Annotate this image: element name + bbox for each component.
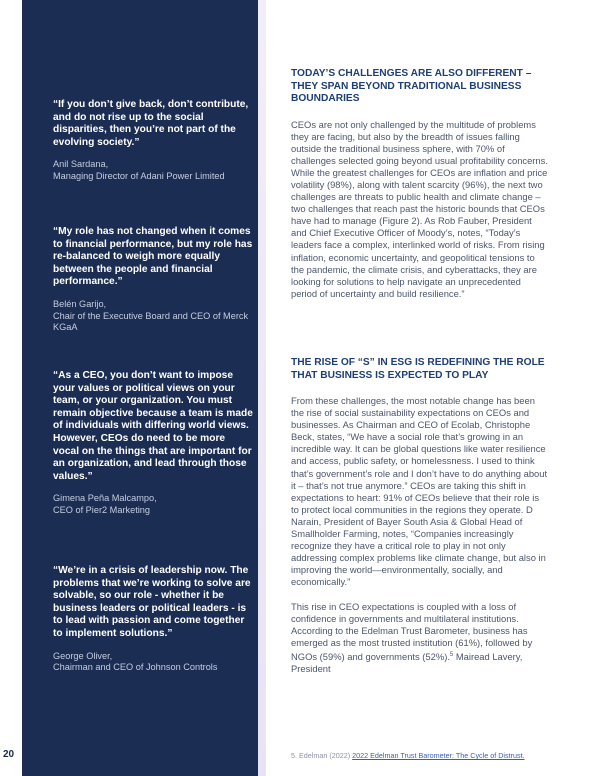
quote-author-title: Chairman and CEO of Johnson Controls (53, 662, 218, 673)
quote-author-title: Managing Director of Adani Power Limited (53, 170, 225, 181)
quote-belen-garijo (53, 226, 253, 334)
sidebar-edge-divider (258, 0, 266, 776)
section-heading: TODAY’S CHALLENGES ARE ALSO DIFFERENT – THEY SPAN BEYOND TRADITIONAL BUSINESS BOUNDARIES (291, 68, 532, 104)
quote-anil-sardana (53, 99, 253, 183)
quote-author-name: George Oliver, (53, 650, 113, 661)
body-paragraph: CEOs are not only challenged by the multitude of problems they are facing, but also by the breadth of issues falling outside the traditional business sphere, with 70% of challenges selected going beyond usual profitability concerns. While the greatest challenges for CEOs are inflation and price volatility (98%), along with talent scarcity (96%), the next two challenges are threats to public health and climate change – two challenges that reach past the historic bounds that CEOs have had to manage (Figure 2). As Rob Fauber, President and Chief Executive Officer of Moody’s, notes, “Today’s leaders face a complex, interlinked world of risks. From rising inflation, economic uncertainty, and geopolitical tensions to the pandemic, the climate crisis, and cyberattacks, they are looking for solutions to help navigate an unprecedented period of uncertainty and build resilience.” (291, 118, 548, 299)
section-rise-of-s-in-esg (291, 357, 549, 675)
quote-gimena-pena-malcampo (53, 370, 253, 517)
footnote-marker[interactable]: 5 (449, 651, 454, 658)
paragraph-text-continued: Mairead Lavery, President (291, 651, 523, 675)
page-gutter (0, 0, 22, 776)
footnote-link[interactable]: 2022 Edelman Trust Barometer: The Cycle of Distrust. (352, 751, 525, 760)
quote-text: “If you don’t give back, don’t contribute, and do not rise up to the social disparities, then you’re not part of the evolving society.” (53, 99, 249, 148)
quote-author-title: CEO of Pier2 Marketing (53, 504, 151, 515)
quote-author-name: Gimena Peña Malcampo, (53, 493, 157, 504)
quote-author-name: Belén Garijo, (53, 298, 107, 309)
quote-author-name: Anil Sardana, (53, 159, 109, 170)
section-todays-challenges (291, 68, 549, 300)
quote-text: “As a CEO, you don’t want to impose your values or political views on your team, or your organization. You must remain objective because a team is made of individuals with differing world views. However, CEOs do need to be more vocal on the things that are important for an organization, and lead through those values.” (53, 370, 253, 482)
footnote-prefix: 5. Edelman (2022) (291, 751, 353, 760)
quote-author-title: Chair of the Executive Board and CEO of Merck KGaA (53, 310, 249, 333)
quote-george-oliver (53, 565, 253, 674)
quote-text: “My role has not changed when it comes to financial performance, but my role has re-balanced to weigh more equally between the people and financial performance.” (53, 226, 253, 288)
footnote (291, 751, 525, 760)
page-number: 20 (3, 749, 15, 760)
body-paragraph (291, 601, 549, 676)
quote-text: “We’re in a crisis of leadership now. The problems that we’re working to solve are solvable, so our role - whether it be business leaders or political leaders - is to lead with passion and come together to implement solutions.” (53, 565, 251, 639)
body-paragraph: From these challenges, the most notable change has been the rise of social sustainability expectations on CEOs and businesses. As Chairman and CEO of Ecolab, Christophe Beck, states, “We have a social role that’s growing in an incredible way. It can be global questions like water resilience and access, public safety, or homelessness. I used to think that’s government’s role and I don’t have to do anything about it – that’s not true anymore.” CEOs are taking this shift in expectations to heart: 91% of CEOs believe that their role is to protect local communities in the regions they operate. D Narain, President of Bayer South Asia & Global Head of Smallholder Farming, notes, “Companies increasingly recognize they have a critical role to play in not only addressing complex problems like climate change, but also in improving the world—environmentally, socially, and economically.” (291, 395, 548, 588)
section-heading: THE RISE OF “S” IN ESG IS REDEFINING THE ROLE THAT BUSINESS IS EXPECTED TO PLAY (291, 357, 545, 381)
paragraph-text: This rise in CEO expectations is coupled with a loss of confidence in governments and multilateral institutions. According to the Edelman Trust Barometer, business has emerged as the most trusted institution (61%), followed by NGOs (59%) and governments (52%). (291, 600, 533, 662)
